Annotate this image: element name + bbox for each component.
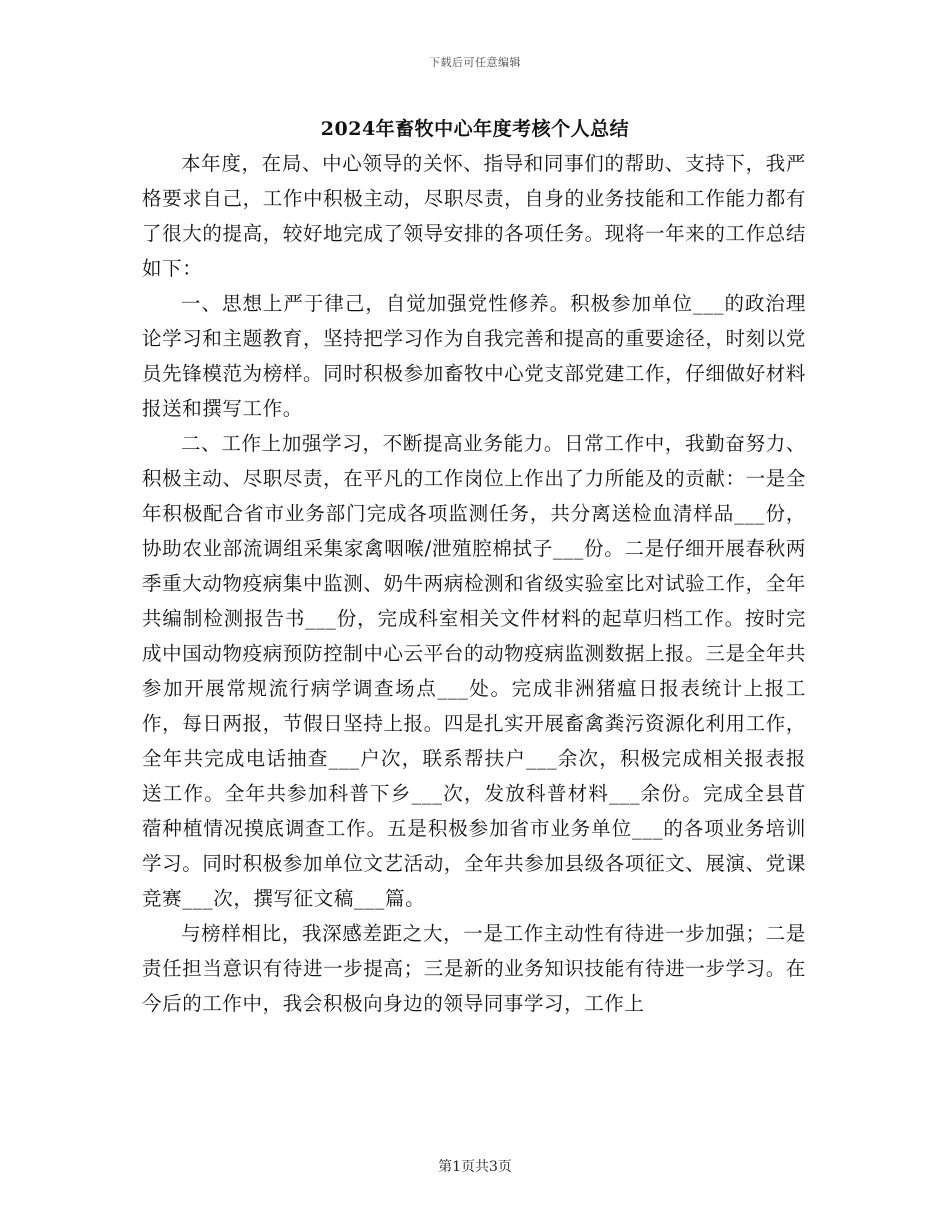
paragraph-section-1: 一、思想上严于律己，自觉加强党性修养。积极参加单位___的政治理论学习和主题教育，坚持把学习作为自我完善和提高的重要途径，时刻以党员先锋模范为榜样。同时积极参加畜牧中心党支部党建工作，仔细做好材料报送和撰写工作。 [142, 292, 806, 420]
page-header-note: 下载后可任意编辑 [429, 56, 521, 69]
document-title: 2024年畜牧中心年度考核个人总结 [320, 118, 630, 140]
document-body [142, 146, 806, 1021]
paragraph-intro: 本年度，在局、中心领导的关怀、指导和同事们的帮助、支持下，我严格要求自己，工作中积极主动，尽职尽责，自身的业务技能和工作能力都有了很大的提高，较好地完成了领导安排的各项任务。现将一年来的工作总结如下： [142, 152, 806, 280]
paragraph-section-2: 二、工作上加强学习，不断提高业务能力。日常工作中，我勤奋努力、积极主动、尽职尽责，在平凡的工作岗位上作出了力所能及的贡献：一是全年积极配合省市业务部门完成各项监测任务，共分离送检血清样品___份，协助农业部流调组采集家禽咽喉/泄殖腔棉拭子___份。二是仔细开展春秋两季重大动物疫病集中监测、奶牛两病检测和省级实验室比对试验工作，全年共编制检测报告书___份，完成科室相关文件材料的起草归档工作。按时完成中国动物疫病预防控制中心云平台的动物疫病监测数据上报。三是全年共参加开展常规流行病学调查场点___处。完成非洲猪瘟日报表统计上报工作，每日两报，节假日坚持上报。四是扎实开展畜禽粪污资源化利用工作，全年共完成电话抽查___户次，联系帮扶户___余次，积极完成相关报表报送工作。全年共参加科普下乡___次，发放科普材料___余份。完成全县苜蓿种植情况摸底调查工作。五是积极参加省市业务单位___的各项业务培训学习。同时积极参加单位文艺活动，全年共参加县级各项征文、展演、党课竞赛___次，撰写征文稿___篇。 [142, 432, 806, 910]
page-number: 第1页共3页 [438, 1159, 512, 1175]
paragraph-shortcomings: 与榜样相比，我深感差距之大，一是工作主动性有待进一步加强；二是责任担当意识有待进一步提高；三是新的业务知识技能有待进一步学习。在今后的工作中，我会积极向身边的领导同事学习，工作上 [142, 922, 806, 1015]
